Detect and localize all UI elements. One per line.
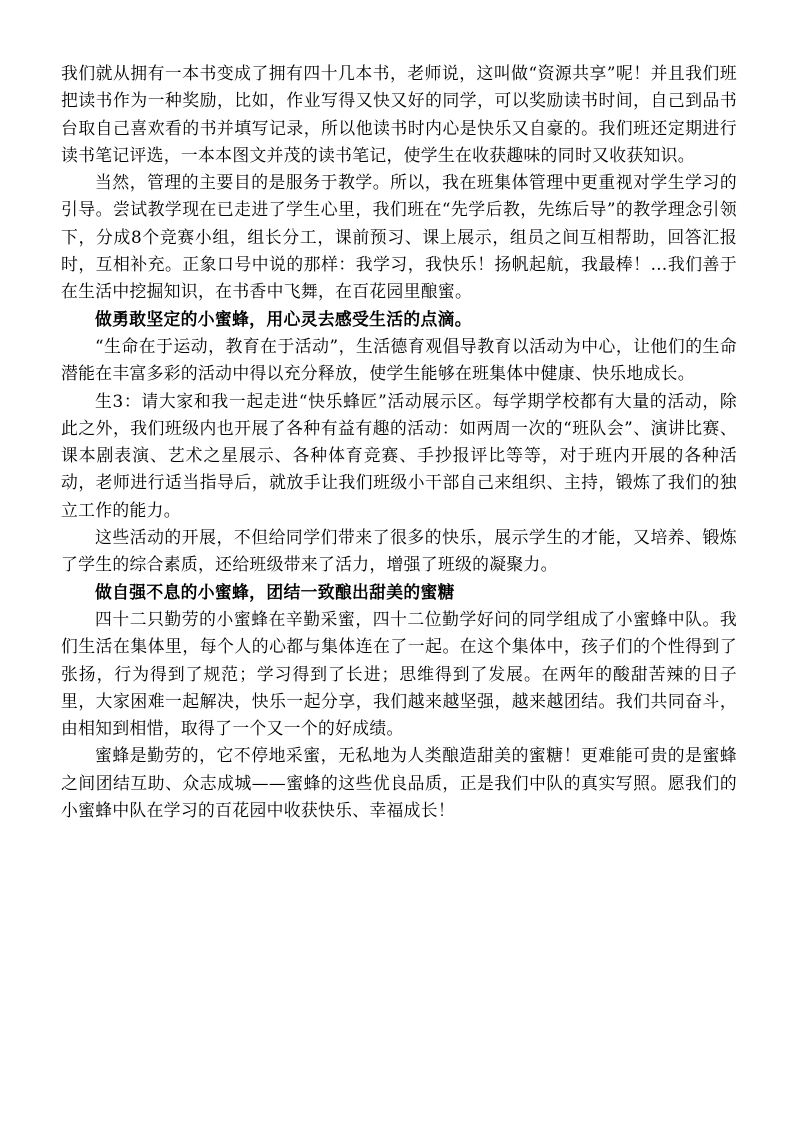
paragraph-activity-benefits: 这些活动的开展，不但给同学们带来了很多的快乐，展示学生的才能，又培养、锻炼了学生的综合素质，还给班级带来了活力，增强了班级的凝聚力。 bbox=[61, 527, 737, 575]
section-heading-self-improving-bee: 做自强不息的小蜜蜂，团结一致酿出甜美的蜜糖 bbox=[95, 581, 455, 602]
document-page bbox=[61, 60, 737, 824]
paragraph-teaching-guidance: 当然，管理的主要目的是服务于教学。所以，我在班集体管理中更重视对学生学习的引导。尝试教学现在已走进了学生心里，我们班在“先学后教，先练后导”的教学理念引领下，分成8个竞赛小组，组长分工，课前预习、课上展示，组员之间互相帮助，回答汇报时，互相补充。正象口号中说的那样：我学习，我快乐！扬帆起航，我最棒！…我们善于在生活中挖掘知识，在书香中飞舞，在百花园里酿蜜。 bbox=[61, 172, 737, 302]
paragraph-activity-education: “生命在于运动，教育在于活动”，生活德育观倡导教育以活动为中心，让他们的生命潜能在丰富多彩的活动中得以充分释放，使学生能够在班集体中健康、快乐地成长。 bbox=[61, 335, 737, 384]
paragraph-student-3-activities: 生3：请大家和我一起走进“快乐蜂匠”活动展示区。每学期学校都有大量的活动，除此之外，我们班级内也开展了各种有益有趣的活动：如两周一次的“班队会”、演讲比赛、课本剧表演、艺术之星展示、各种体育竞赛、手抄报评比等等，对于班内开展的各种活动，老师进行适当指导后，就放手让我们班级小干部自己来组织、主持，锻炼了我们的独立工作的能力。 bbox=[61, 390, 737, 520]
paragraph-bee-qualities: 蜜蜂是勤劳的，它不停地采蜜，无私地为人类酿造甜美的蜜糖！更难能可贵的是蜜蜂之间团结互助、众志成城——蜜蜂的这些优良品质，正是我们中队的真实写照。愿我们的小蜜蜂中队在学习的百花园中收获快乐、幸福成长！ bbox=[61, 745, 737, 821]
paragraph-reading-reward: 我们就从拥有一本书变成了拥有四十几本书，老师说，这叫做“资源共享”呢！并且我们班把读书作为一种奖励，比如，作业写得又快又好的同学，可以奖励读书时间，自己到品书台取自己喜欢看的书并填写记录，所以他读书时内心是快乐又自豪的。我们班还定期进行读书笔记评选，一本本图文并茂的读书笔记，使学生在收获趣味的同时又收获知识。 bbox=[61, 63, 737, 165]
section-heading-brave-bee: 做勇敢坚定的小蜜蜂，用心灵去感受生活的点滴。 bbox=[95, 308, 472, 329]
paragraph-collective-growth: 四十二只勤劳的小蜜蜂在辛勤采蜜，四十二位勤学好问的同学组成了小蜜蜂中队。我们生活在集体里，每个人的心都与集体连在了一起。在这个集体中，孩子们的个性得到了张扬，行为得到了规范；学习得到了长进；思维得到了发展。在两年的酸甜苦辣的日子里，大家困难一起解决，快乐一起分享，我们越来越坚强，越来越团结。我们共同奋斗，由相知到相惜，取得了一个又一个的好成绩。 bbox=[61, 608, 737, 739]
